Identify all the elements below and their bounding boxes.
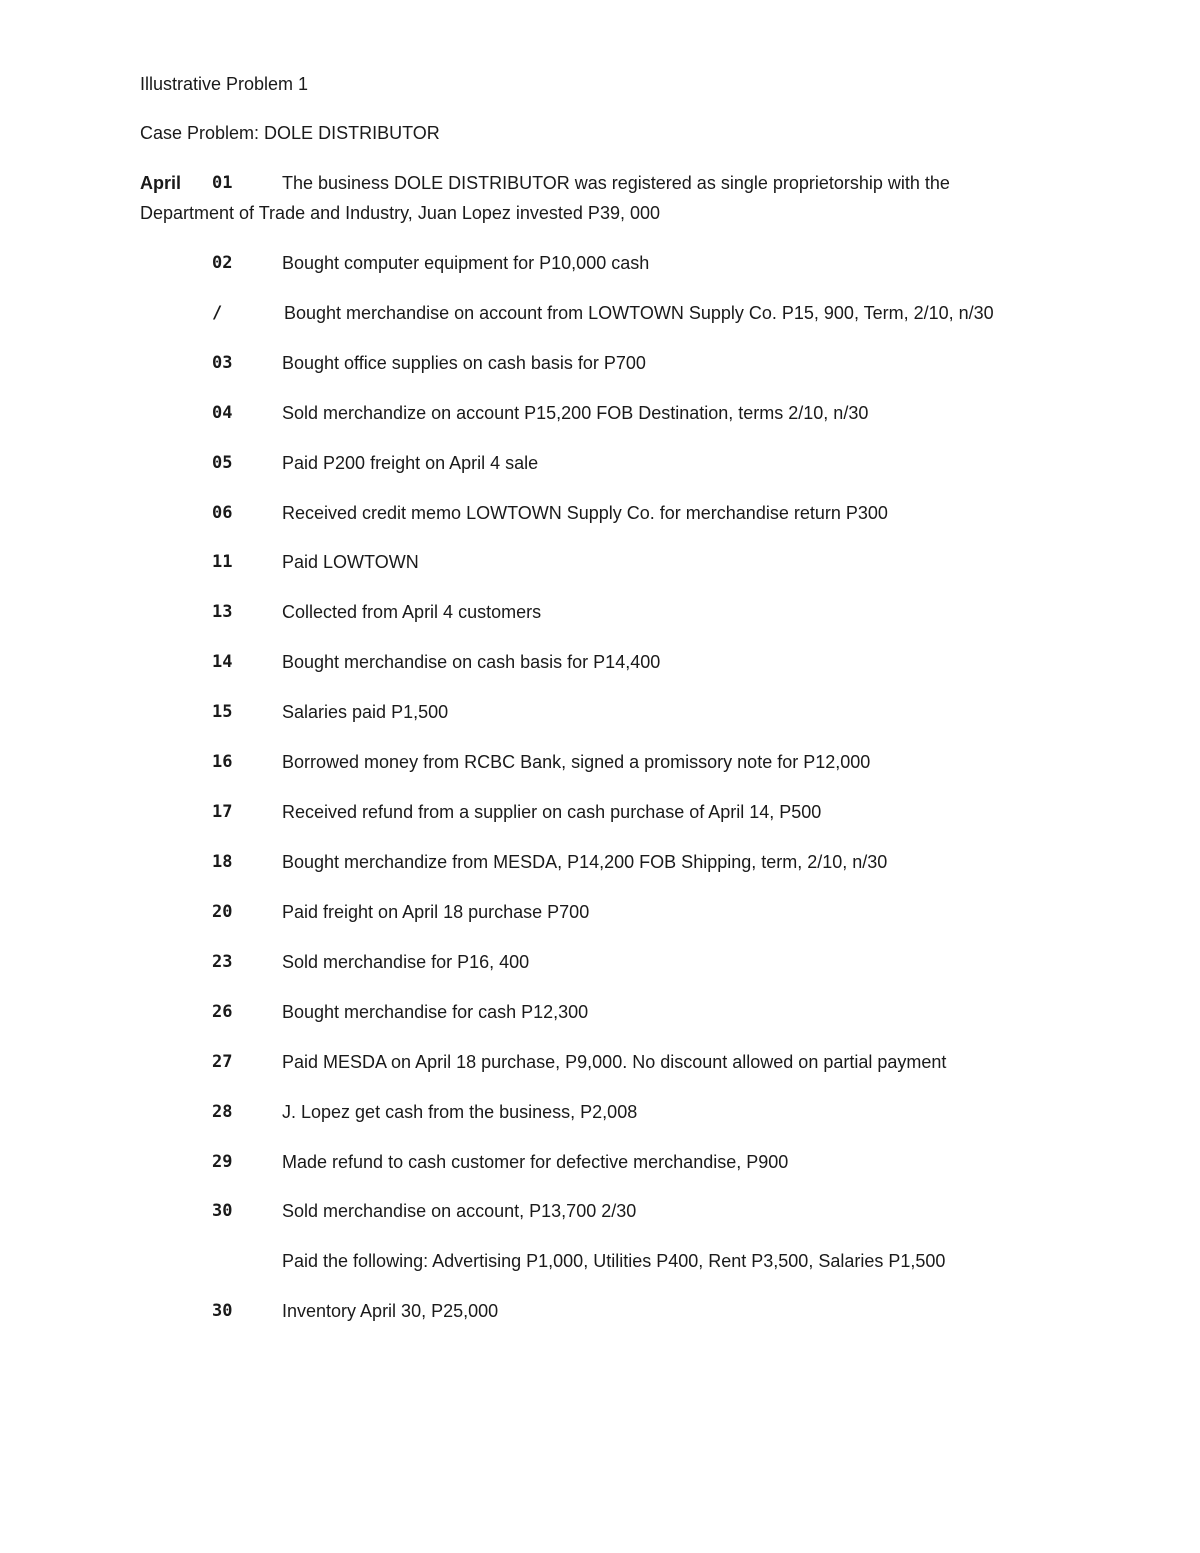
- entry-row: [140, 1200, 1080, 1222]
- entry-description: Sold merchandise on account, P13,700 2/30: [282, 1201, 637, 1221]
- entry-row: [140, 252, 1080, 274]
- entry-description: Bought merchandise on cash basis for P14,400: [282, 652, 661, 672]
- entry-continuation: Department of Trade and Industry, Juan Lopez invested P39, 000: [140, 203, 660, 223]
- case-title: Case Problem: DOLE DISTRIBUTOR: [140, 123, 440, 143]
- entry-row: [140, 402, 1080, 424]
- entry-day: 28: [212, 1102, 233, 1122]
- entry-description: Received credit memo LOWTOWN Supply Co. for merchandise return P300: [282, 503, 888, 523]
- entry-row: [140, 651, 1080, 673]
- entry-description: Sold merchandize on account P15,200 FOB Destination, terms 2/10, n/30: [282, 403, 869, 423]
- entry-day: 06: [212, 503, 233, 523]
- entry-description: Salaries paid P1,500: [282, 702, 449, 722]
- month-label: April: [140, 173, 182, 193]
- entry-row: [140, 1250, 1080, 1272]
- entry-description: Bought computer equipment for P10,000 cash: [282, 253, 650, 273]
- entry-description: Inventory April 30, P25,000: [282, 1301, 499, 1321]
- entry-day: 05: [212, 453, 233, 473]
- entry-row: [140, 1300, 1080, 1322]
- entry-day: 20: [212, 902, 233, 922]
- entry-row: [140, 601, 1080, 623]
- entry-day: 30: [212, 1301, 233, 1321]
- entry-row: [140, 701, 1080, 723]
- entry-day: 15: [212, 702, 233, 722]
- entry-description: Collected from April 4 customers: [282, 602, 542, 622]
- entry-row: [140, 801, 1080, 823]
- entry-day: 11: [212, 552, 233, 572]
- entry-row: [140, 452, 1080, 474]
- entry-day: 26: [212, 1002, 233, 1022]
- entry-row: [140, 751, 1080, 773]
- entry-description: Bought merchandize from MESDA, P14,200 FOB Shipping, term, 2/10, n/30: [282, 852, 888, 872]
- entry-description: Sold merchandise for P16, 400: [282, 952, 530, 972]
- entry-description: Bought merchandise on account from LOWTOWN Supply Co. P15, 900, Term, 2/10, n/30: [284, 303, 994, 323]
- entry-row: [140, 352, 1080, 374]
- entry-row: [140, 951, 1080, 973]
- entry-row: [140, 551, 1080, 573]
- entry-row: [140, 1051, 1080, 1073]
- entry-day: 18: [212, 852, 233, 872]
- entry-description: Paid the following: Advertising P1,000, Utilities P400, Rent P3,500, Salaries P1,500: [282, 1251, 946, 1271]
- entry-description: Made refund to cash customer for defective merchandise, P900: [282, 1152, 789, 1172]
- entry-day: /: [212, 303, 223, 323]
- entry-description: J. Lopez get cash from the business, P2,008: [282, 1102, 638, 1122]
- entry-day: 29: [212, 1152, 233, 1172]
- entry-description: Received refund from a supplier on cash purchase of April 14, P500: [282, 802, 822, 822]
- entry-day: 23: [212, 952, 233, 972]
- entry-row: [140, 502, 1080, 524]
- entry-day: 03: [212, 353, 233, 373]
- entry-description: Borrowed money from RCBC Bank, signed a promissory note for P12,000: [282, 752, 871, 772]
- entry-row: [140, 172, 1080, 194]
- entry-day: 16: [212, 752, 233, 772]
- entry-row: [140, 302, 1080, 324]
- entry-row: [140, 1101, 1080, 1123]
- entry-row: [140, 1151, 1080, 1173]
- entry-description: The business DOLE DISTRIBUTOR was registered as single proprietorship with the: [282, 173, 950, 193]
- entry-day: 30: [212, 1201, 233, 1221]
- entry-row: [140, 901, 1080, 923]
- entry-day: 01: [212, 173, 233, 193]
- entry-description: Paid P200 freight on April 4 sale: [282, 453, 539, 473]
- entry-row: [140, 1001, 1080, 1023]
- entry-day: 04: [212, 403, 233, 423]
- entry-day: 13: [212, 602, 233, 622]
- document-heading: Illustrative Problem 1: [140, 74, 309, 94]
- entry-row: [140, 851, 1080, 873]
- entry-description: Paid LOWTOWN: [282, 552, 419, 572]
- entry-description: Bought office supplies on cash basis for P700: [282, 353, 646, 373]
- entry-day: 14: [212, 652, 233, 672]
- entry-day: 02: [212, 253, 233, 273]
- entry-description: Paid freight on April 18 purchase P700: [282, 902, 590, 922]
- entry-description: Paid MESDA on April 18 purchase, P9,000. No discount allowed on partial payment: [282, 1052, 947, 1072]
- entry-day: 17: [212, 802, 233, 822]
- entry-day: 27: [212, 1052, 233, 1072]
- entry-description: Bought merchandise for cash P12,300: [282, 1002, 589, 1022]
